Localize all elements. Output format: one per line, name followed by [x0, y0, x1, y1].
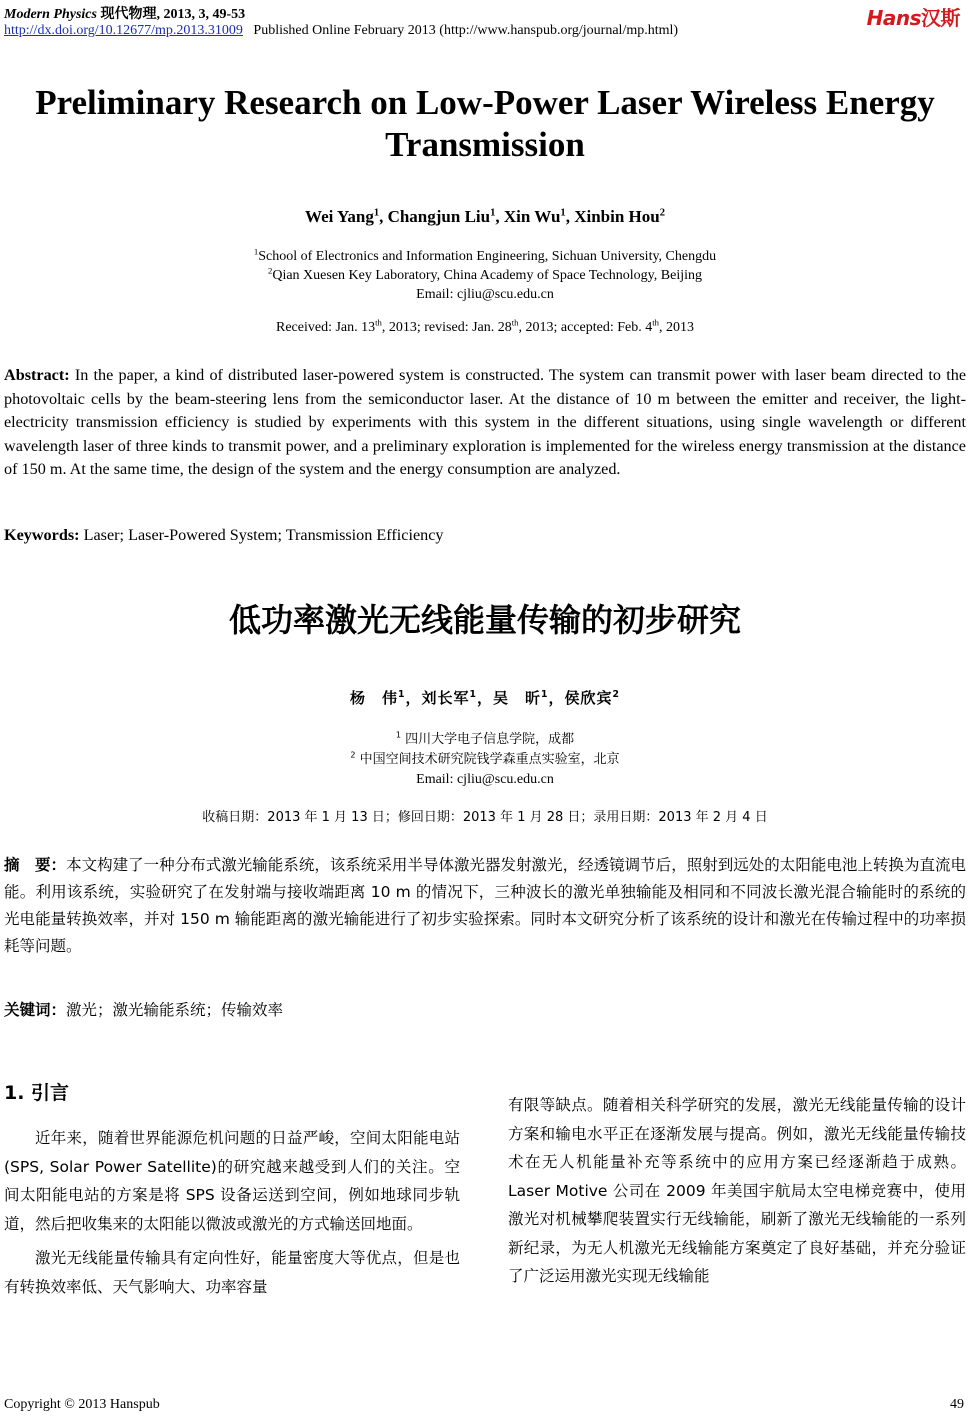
published-info: Published Online February 2013 (http://www.hanspub.org/journal/mp.html)	[253, 23, 679, 38]
keywords	[4, 526, 444, 545]
doi-line	[4, 23, 678, 39]
cn-keywords	[4, 998, 283, 1020]
abstract-text: In the paper, a kind of distributed laser-powered system is constructed. The system can transmit power with laser beam directed to the photovoltaic cells by the beam-steering lens from the semiconductor laser. At the distance of 10 m between the emitter and receiver, the light-electricity transmission efficiency is studied by experiments with this system in the different situations, using single wavelength or different wavelength laser of three kinds to transmit power, and a preliminary exploration is implemented for the wireless energy transmission at the distance of 150 m. At the same time, the design of the system and the energy consumption are analyzed.	[4, 366, 966, 478]
received-dates: Received: Jan. 13th, 2013; revised: Jan. 28th, 2013; accepted: Feb. 4th, 2013	[275, 317, 694, 335]
author-affil-mark: 1	[560, 207, 566, 219]
hanspub-logo	[867, 2, 960, 31]
journal-header	[4, 3, 245, 23]
keywords-label: Keywords:	[4, 526, 80, 544]
author-affil-mark: 2	[659, 207, 665, 219]
cn-keywords-text: 激光；激光输能系统；传输效率	[66, 1001, 284, 1019]
cn-affiliation-line: $^1$ 四川大学电子信息学院，成都	[395, 730, 575, 747]
body-paragraph: 激光无线能量传输具有定向性好，能量密度大等优点，但是也有转换效率低、天气影响大、功率容量	[4, 1249, 460, 1296]
cn-email: Email: cjliu@scu.edu.cn	[416, 772, 554, 787]
author-affil-mark: 1	[373, 207, 380, 219]
journal-info: 现代物理, 2013, 3, 49-53	[96, 7, 246, 22]
cn-abstract-text: 本文构建了一种分布式激光输能系统，该系统采用半导体激光器发射激光，经透镜调节后，照射到远处的太阳能电池上转换为直流电能。利用该系统，实验研究了在发射端与接收端距离 10 m 的情况下，三种波长的激光单独输能及相同和不同波长激光混合输能时的系统的光电能量转换效率，并对 150 m 输能距离的激光输能进行了初步实验探索。同时本文研究分析了该系统的设计和激光在传输过程中的功率损耗等问题。	[4, 856, 966, 955]
body-column-right	[508, 1091, 966, 1291]
page-number: 49	[950, 1397, 964, 1412]
email: Email: cjliu@scu.edu.cn	[416, 287, 554, 302]
section-heading: 1. 引言	[4, 1082, 70, 1104]
cn-affiliation-line: $^2$ 中国空间技术研究院钱学森重点实验室，北京	[350, 750, 620, 767]
body-column-left	[4, 1124, 460, 1301]
cn-received-dates: 收稿日期：2013 年 1 月 13 日；修回日期：2013 年 1 月 28 日；录用日期：2013 年 2 月 4 日	[202, 810, 768, 825]
affiliation-line: $^2$Qian Xuesen Key Laboratory, China Academy of Space Technology, Beijing	[267, 265, 702, 283]
cn-author-list: 杨 伟$^1$，刘长军$^1$，吴 昕$^1$，侯欣宾$^2$	[349, 689, 621, 707]
cn-keywords-label: 关键词：	[4, 1001, 67, 1019]
author-list: Wei Yang$^1$, Changjun Liu$^1$, Xin Wu$^1$, Xinbin Hou$^2$	[305, 207, 665, 226]
author-name: Changjun Liu	[387, 207, 491, 226]
journal-name: Modern Physics	[4, 7, 97, 22]
author-name: Wei Yang	[305, 207, 374, 226]
abstract-label: Abstract:	[4, 366, 70, 384]
logo-cn: 汉斯	[921, 6, 960, 30]
author-name: Xin Wu	[503, 207, 561, 226]
doi-link[interactable]: http://dx.doi.org/10.12677/mp.2013.31009	[4, 23, 243, 38]
affiliations	[0, 247, 970, 304]
author-name: Xinbin Hou	[574, 207, 660, 226]
paper-title: Preliminary Research on Low-Power Laser Wireless Energy Transmission	[35, 83, 935, 164]
cn-abstract-label: 摘 要：	[4, 856, 67, 874]
cn-affiliations	[0, 730, 970, 790]
logo-latin: Hans	[866, 6, 921, 30]
keywords-text: Laser; Laser-Powered System; Transmission Efficiency	[79, 526, 444, 544]
copyright: Copyright © 2013 Hanspub	[4, 1397, 160, 1412]
cn-abstract	[4, 852, 966, 960]
body-paragraph: 有限等缺点。随着相关科学研究的发展，激光无线能量传输的设计方案和输电水平正在逐渐发展与提高。例如，激光无线能量传输技术在无人机能量补充等系统中的应用方案已经逐渐趋于成熟。Laser Motive 公司在 2009 年美国宇航局太空电梯竞赛中，使用激光对机械攀爬装置实行无线输能，刷新了激光无线输能的一系列新纪录，为无人机激光无线输能方案奠定了良好基础，并充分验证了广泛运用激光实现无线输能	[508, 1096, 966, 1285]
affiliation-line: $^1$School of Electronics and Information Engineering, Sichuan University, Chengdu	[253, 246, 717, 264]
author-affil-mark: 1	[490, 207, 496, 219]
body-paragraph: 近年来，随着世界能源危机问题的日益严峻，空间太阳能电站(SPS, Solar Power Satellite)的研究越来越受到人们的关注。空间太阳能电站的方案是将 SPS 设备运送到空间，例如地球同步轨道，然后把收集来的太阳能以微波或激光的方式输送回地面。	[4, 1129, 460, 1233]
cn-paper-title: 低功率激光无线能量传输的初步研究	[228, 601, 741, 639]
abstract	[4, 364, 966, 482]
